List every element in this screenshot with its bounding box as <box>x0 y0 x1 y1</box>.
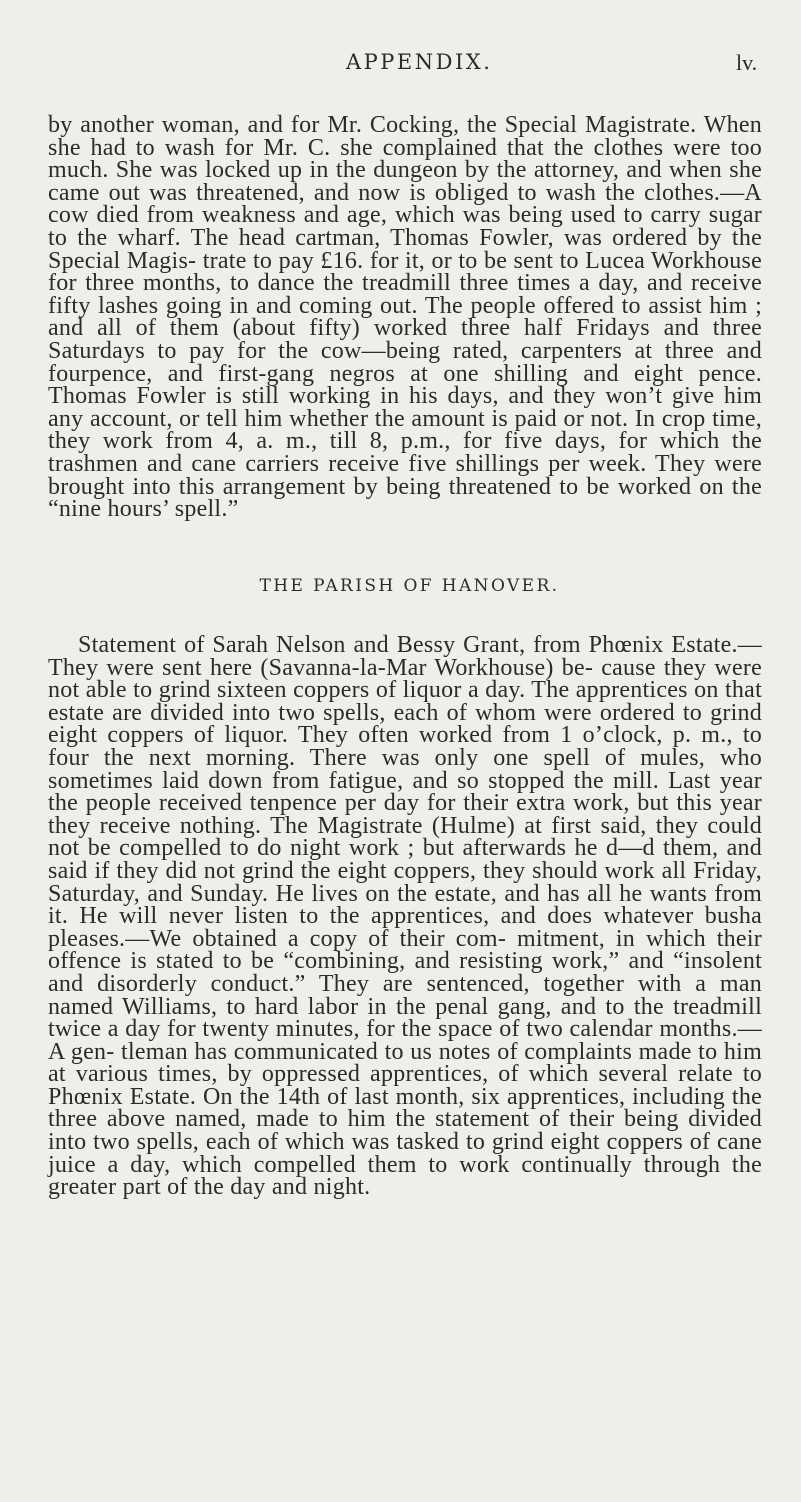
section-heading-parish-of-hanover: THE PARISH OF HANOVER. <box>259 576 560 596</box>
paragraph-nelson-grant-statement: Statement of Sarah Nelson and Bessy Grant, from Phœnix Estate.—They were sent here (Savanna-la-Mar Workhouse) be- cause they were not able to grind sixteen coppers of liquor a day. The apprentices on that estate are divided into two spells, each of whom were ordered to grind eight coppers of liquor. They often worked from 1 o’clock, p. m., to four the next morning. There was only one spell of mules, who sometimes laid down from fatigue, and so stopped the mill. Last year the people received tenpence per day for their extra work, but this year they receive nothing. The Magistrate (Hulme) at first said, they could not be compelled to do night work ; but afterwards he d—d them, and said if they did not grind the eight coppers, they should work all Friday, Saturday, and Sunday. He lives on the estate, and has all he wants from it. He will never listen to the apprentices, and does whatever busha pleases.—We obtained a copy of their com- mitment, in which their offence is stated to be “combining, and resisting work,” and “insolent and disorderly conduct.” They are sentenced, together with a man named Williams, to hard labor in the penal gang, and to the treadmill twice a day for twenty minutes, for the space of two calendar months.—A gen- tleman has communicated to us notes of complaints made to him at various times, by oppressed apprentices, of which several relate to Phœnix Estate. On the 14th of last month, six apprentices, including the three above named, made to him the statement of their being divided into two spells, each of which was tasked to grind eight coppers of cane juice a day, which compelled them to work continually through the greater part of the day and night. <box>48 632 762 1201</box>
running-head <box>0 50 801 80</box>
paragraph-fowler-account: by another woman, and for Mr. Cocking, the Special Magistrate. When she had to wash for Mr. C. she complained that the clothes were too much. She was locked up in the dungeon by the attorney, and when she came out was threatened, and now is obliged to wash the clothes.—A cow died from weakness and age, which was being used to carry sugar to the wharf. The head cartman, Thomas Fowler, was ordered by the Special Magis- trate to pay £16. for it, or to be sent to Lucea Workhouse for three months, to dance the treadmill three times a day, and receive fifty lashes going in and coming out. The people offered to assist him ; and all of them (about fifty) worked three half Fridays and three Saturdays to pay for the cow—being rated, carpenters at three and fourpence, and first-gang negros at one shilling and eight pence. Thomas Fowler is still working in his days, and they won’t give him any account, or tell him whether the amount is paid or not. In crop time, they work from 4, a. m., till 8, p.m., for five days, for which the trashmen and cane carriers receive five shillings per week. They were brought into this arrangement by being threatened to be worked on the “nine hours’ spell.” <box>48 112 762 523</box>
running-title: APPENDIX. <box>346 50 493 74</box>
page-number: lv. <box>736 50 758 75</box>
